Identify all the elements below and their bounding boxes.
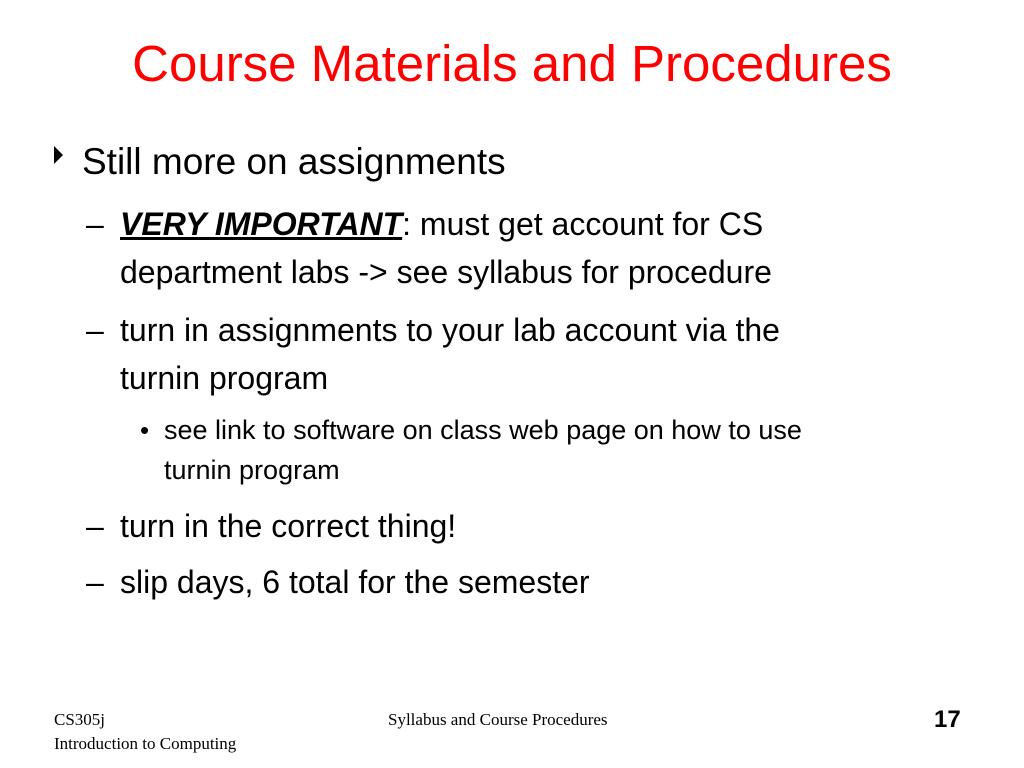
- sub-bullet-turnin-line1: turn in assignments to your lab account via the: [120, 312, 780, 348]
- main-bullet: Still more on assignments: [82, 141, 506, 182]
- sub-bullet-correct-thing: turn in the correct thing!: [120, 508, 457, 544]
- dash-bullet: –: [86, 206, 104, 242]
- footer-center-title: Syllabus and Course Procedures: [388, 710, 608, 729]
- very-important-emphasis: VERY IMPORTANT: [120, 206, 403, 242]
- sub-sub-bullet-line1: see link to software on class web page on how to use: [164, 415, 802, 445]
- sub-bullet-very-important: [120, 198, 763, 250]
- dot-bullet: •: [140, 415, 150, 445]
- sub-bullet-slip-days: slip days, 6 total for the semester: [120, 564, 590, 600]
- dash-bullet: –: [86, 508, 104, 544]
- sub-bullet-text-line2: department labs -> see syllabus for procedure: [120, 254, 772, 290]
- footer-course-code: CS305j: [54, 710, 106, 729]
- sub-bullet-turnin-line2: turnin program: [120, 360, 329, 396]
- dash-bullet: –: [86, 312, 104, 348]
- slide-title: Course Materials and Procedures: [132, 35, 892, 92]
- sub-bullet-text: : must get account for CS: [402, 206, 764, 242]
- page-number: 17: [934, 706, 961, 733]
- footer-course-info: [54, 708, 236, 756]
- bullet-arrow-icon: [54, 146, 63, 164]
- sub-sub-bullet-line2: turnin program: [164, 455, 340, 485]
- footer-course-name: Introduction to Computing: [54, 734, 237, 753]
- dash-bullet: –: [86, 564, 104, 600]
